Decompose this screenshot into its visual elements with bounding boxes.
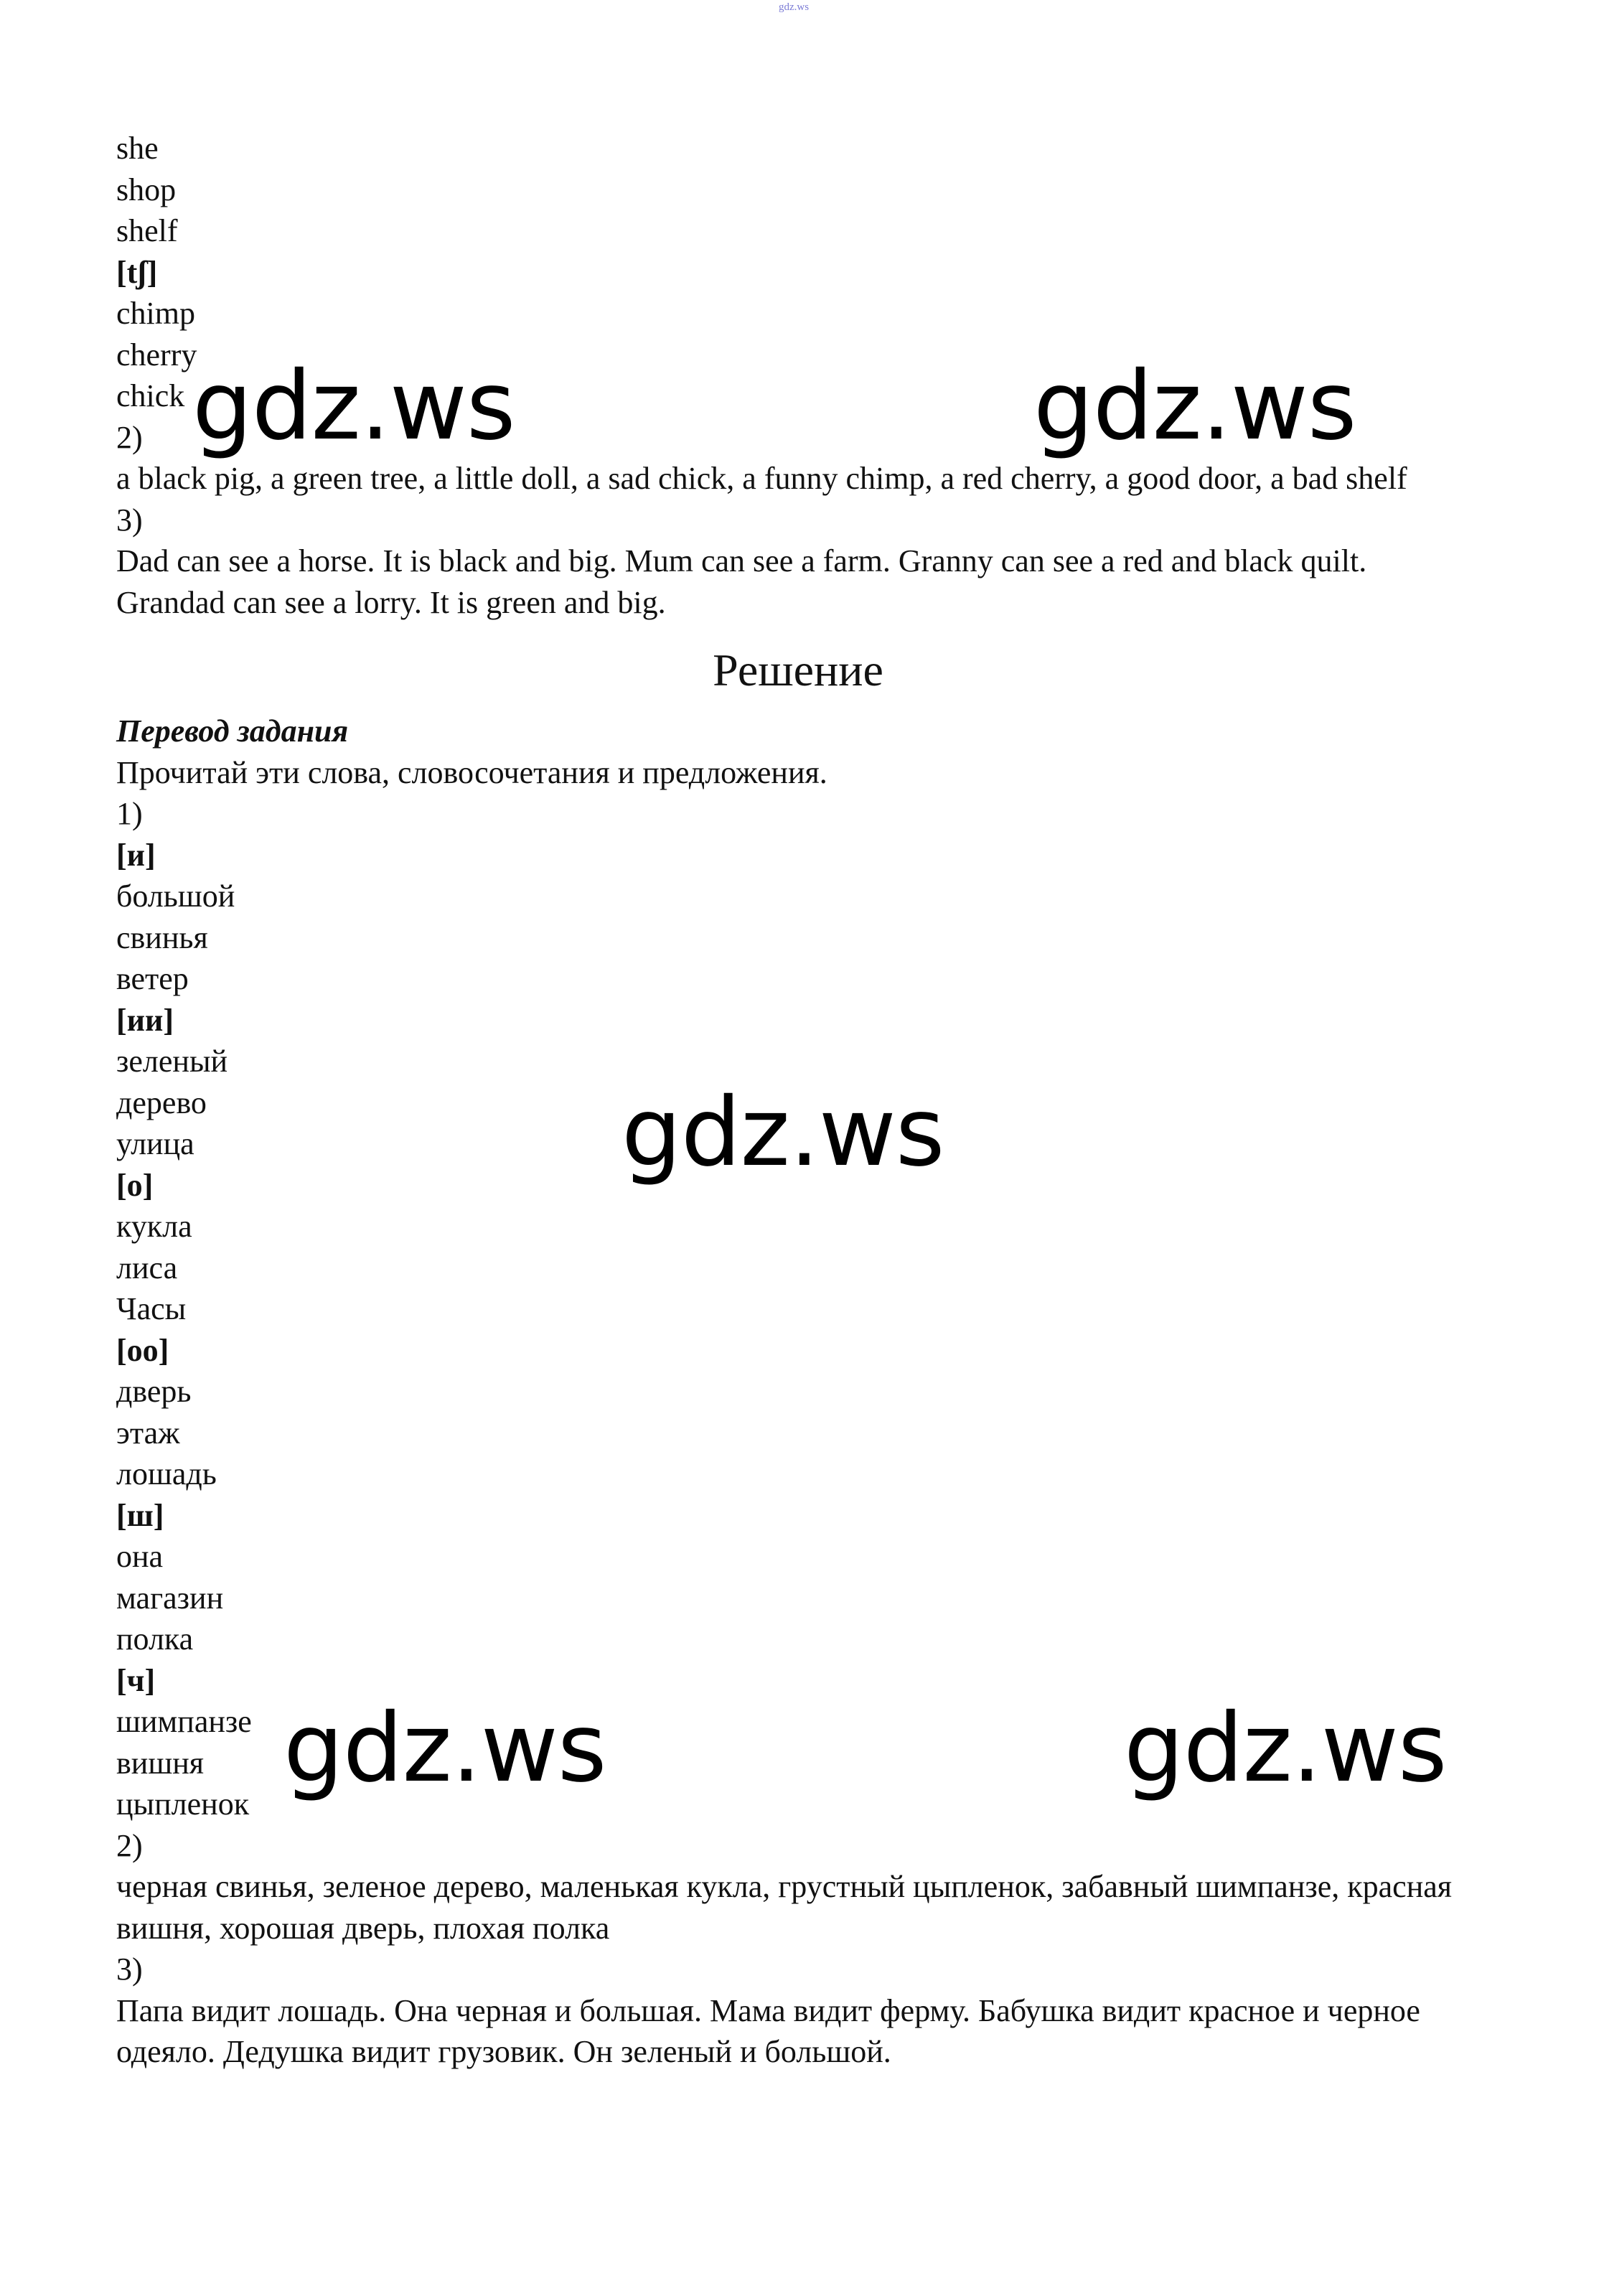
watermark-logo: gdz.ws [1033, 351, 1356, 461]
word-item: дерево [116, 1084, 207, 1120]
word-item: полка [116, 1621, 194, 1657]
solution-heading: Решение [713, 645, 883, 695]
watermark-logo: gdz.ws [192, 351, 515, 461]
english-sentences: Dad can see a horse. It is black and big. Mum can see a farm. Granny can see a red and black quilt. Grandad can see a lorry. It is green and big. [116, 543, 1367, 620]
translation-heading: Перевод задания [116, 713, 349, 749]
sound-label: [ч] [116, 1662, 156, 1698]
word-item: вишня [116, 1745, 204, 1781]
word-item: chimp [116, 296, 195, 331]
word-item: шимпанзе [116, 1704, 252, 1739]
russian-phrases: черная свинья, зеленое дерево, маленькая кукла, грустный цыпленок, забавный шимпанзе, красная вишня, хорошая дверь, плохая полка [116, 1869, 1453, 1946]
word-item: Часы [116, 1291, 187, 1326]
word-item: she [116, 131, 159, 166]
word-item: shelf [116, 213, 178, 248]
exercise-number-3: 3) [116, 502, 143, 538]
word-item: кукла [116, 1209, 192, 1244]
watermark-logo: gdz.ws [622, 1077, 944, 1188]
word-item: этаж [116, 1415, 180, 1451]
word-item: cherry [116, 337, 197, 372]
word-item: 2) [116, 419, 143, 455]
english-phrases: a black pig, a green tree, a little doll, a sad chick, a funny chimp, a red cherry, a good door, a bad shelf [116, 461, 1407, 496]
sound-label: [оо] [116, 1332, 169, 1368]
watermark-logo: gdz.ws [283, 1693, 606, 1804]
word-item: 2) [116, 1827, 143, 1863]
word-item: цыпленок [116, 1786, 250, 1822]
word-item: 1) [116, 796, 143, 831]
word-item: зеленый [116, 1044, 228, 1079]
header-watermark: gdz.ws [779, 1, 810, 13]
sound-label: [и] [116, 837, 156, 873]
word-item: улица [116, 1126, 194, 1161]
sound-label: [ш] [116, 1497, 164, 1533]
sound-label: [tʃ] [116, 254, 158, 290]
word-item: она [116, 1539, 164, 1574]
sound-label: [ии] [116, 1002, 174, 1038]
russian-sentences: Папа видит лошадь. Она черная и большая. Мама видит ферму. Бабушка видит красное и черное одеяло. Дедушка видит грузовик. Он зеленый и большой. [116, 1992, 1420, 2069]
sound-label: [о] [116, 1167, 154, 1203]
word-item: ветер [116, 961, 189, 996]
word-item: магазин [116, 1580, 224, 1616]
watermark-logo: gdz.ws [1124, 1693, 1447, 1804]
word-item: дверь [116, 1374, 192, 1409]
word-item: shop [116, 172, 177, 207]
word-item: лиса [116, 1250, 178, 1285]
word-item: лошадь [116, 1456, 217, 1491]
instruction-text: Прочитай эти слова, словосочетания и предложения. [116, 754, 827, 790]
word-item: свинья [116, 919, 208, 955]
word-item: большой [116, 878, 235, 914]
word-item: chick [116, 378, 185, 413]
russian-exercise-number-3: 3) [116, 1951, 143, 1987]
